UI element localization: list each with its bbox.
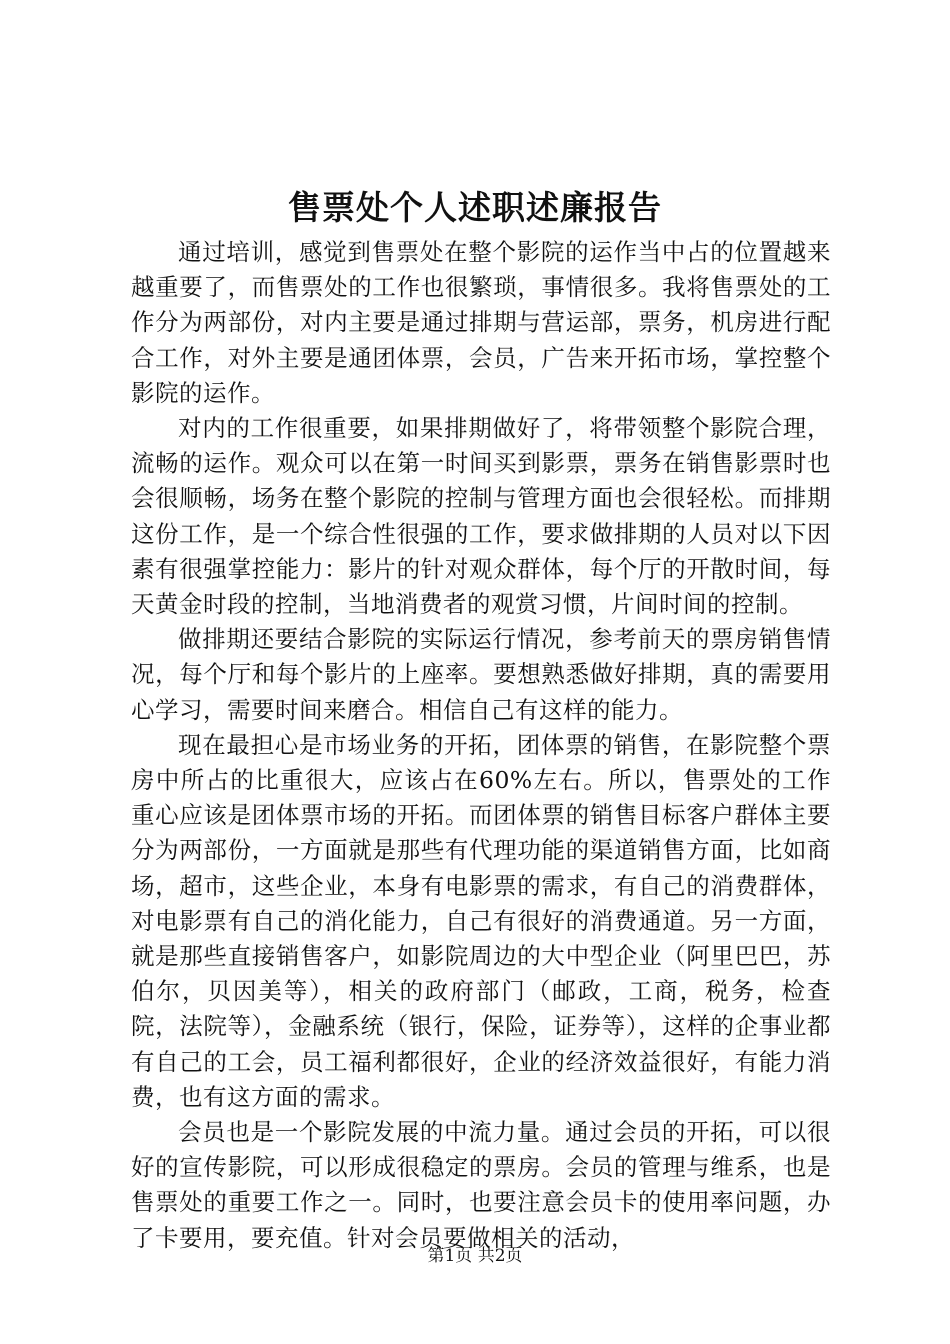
paragraph-3: 做排期还要结合影院的实际运行情况，参考前天的票房销售情况，每个厅和每个影片的上座率。要想熟悉做好排期，真的需要用心学习，需要时间来磨合。相信自己有这样的能力。: [131, 625, 831, 724]
paragraph-4: 现在最担心是市场业务的开拓，团体票的销售，在影院整个票房中所占的比重很大，应该占在60%左右。所以，售票处的工作重心应该是团体票市场的开拓。而团体票的销售目标客户群体主要分为两部份，一方面就是那些有代理功能的渠道销售方面，比如商场，超市，这些企业，本身有电影票的需求，有自己的消费群体，对电影票有自己的消化能力，自己有很好的消费通道。另一方面，就是那些直接销售客户，如影院周边的大中型企业（阿里巴巴，苏伯尔，贝因美等），相关的政府部门（邮政，工商，税务，检查院，法院等），金融系统（银行，保险，证券等），这样的企事业都有自己的工会，员工福利都很好，企业的经济效益很好，有能力消费，也有这方面的需求。: [131, 730, 831, 1111]
paragraph-1: 通过培训，感觉到售票处在整个影院的运作当中占的位置越来越重要了，而售票处的工作也很繁琐，事情很多。我将售票处的工作分为两部份，对内主要是通过排期与营运部，票务，机房进行配合工作，对外主要是通团体票，会员，广告来开拓市场，掌控整个影院的运作。: [131, 238, 831, 407]
paragraph-2: 对内的工作很重要，如果排期做好了，将带领整个影院合理，流畅的运作。观众可以在第一时间买到影票，票务在销售影票时也会很顺畅，场务在整个影院的控制与管理方面也会很轻松。而排期这份工作，是一个综合性很强的工作，要求做排期的人员对以下因素有很强掌控能力：影片的针对观众群体，每个厅的开散时间，每天黄金时段的控制，当地消费者的观赏习惯，片间时间的控制。: [131, 414, 831, 619]
document-body: [131, 235, 831, 1256]
document-title: 售票处个人述职述廉报告: [288, 188, 662, 227]
paragraph-5: 会员也是一个影院发展的中流力量。通过会员的开拓，可以很好的宣传影院，可以形成很稳定的票房。会员的管理与维系，也是售票处的重要工作之一。同时，也要注意会员卡的使用率问题，办了卡要用，要充值。针对会员要做相关的活动，: [131, 1118, 831, 1252]
page-footer: 第1页 共2页: [427, 1246, 523, 1266]
